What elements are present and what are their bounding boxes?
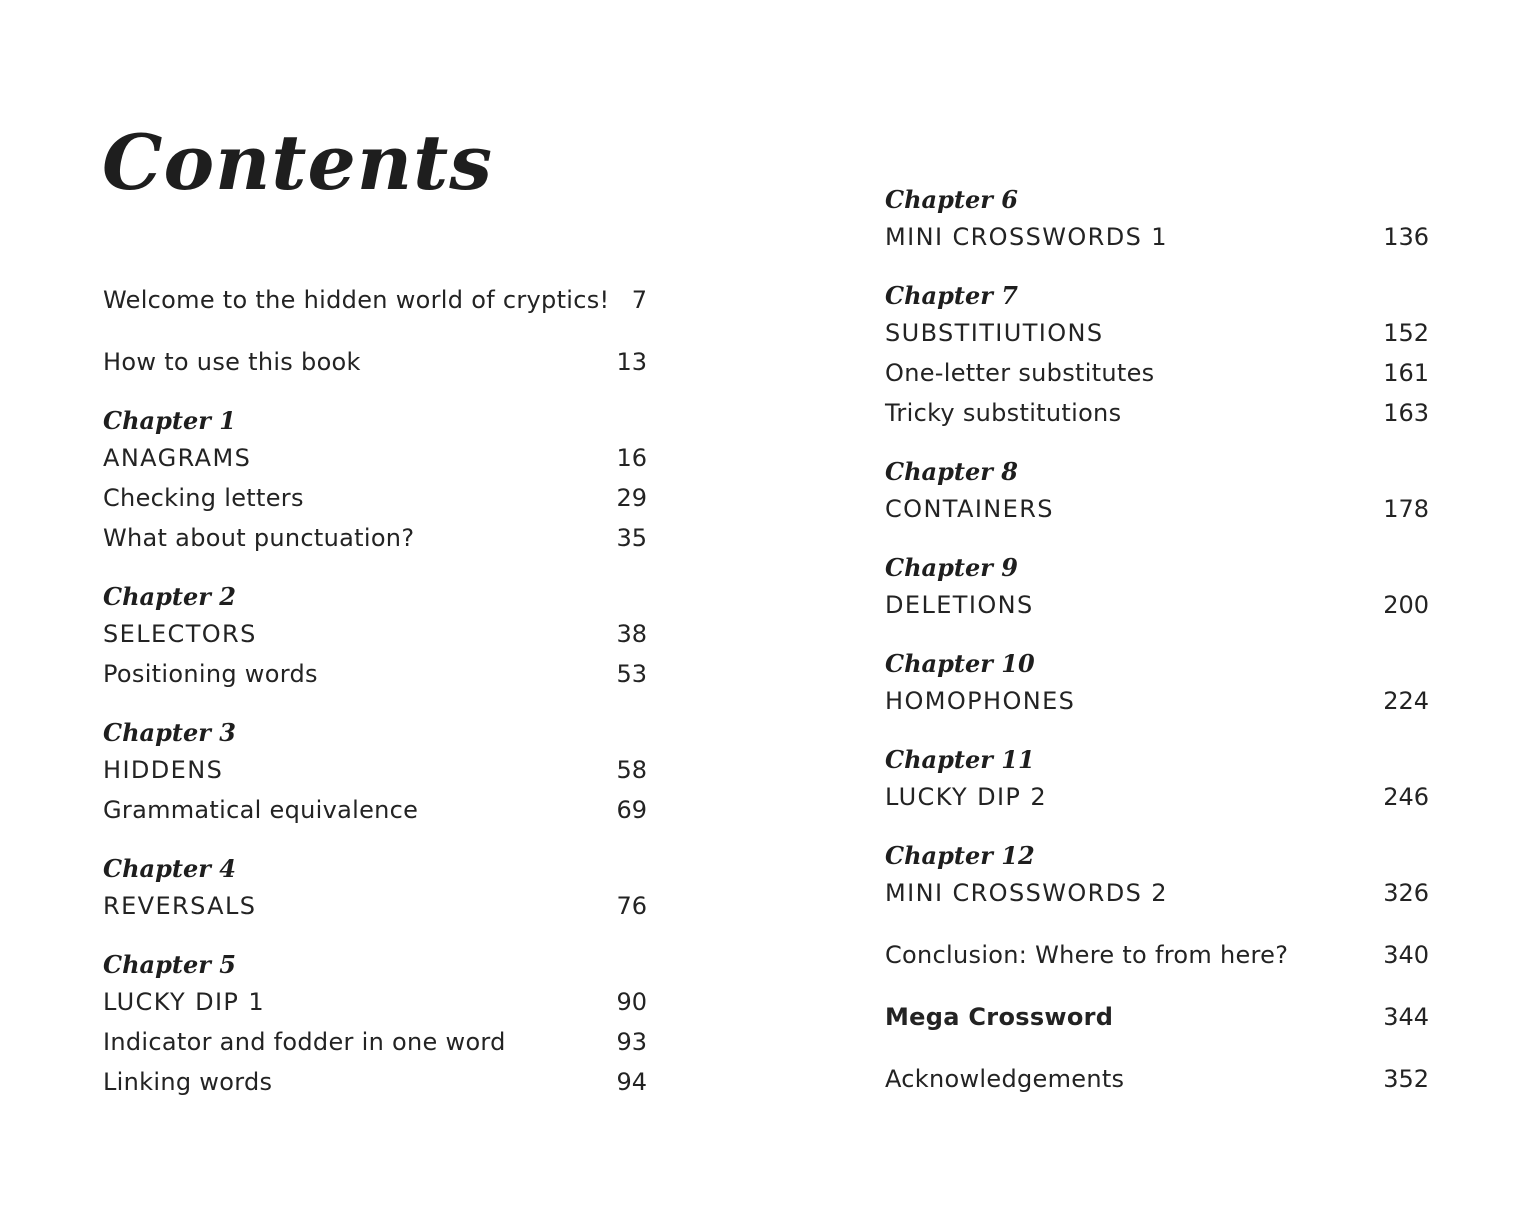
toc-entry-acknowledgements[interactable] [885,1059,1429,1099]
toc-entry-indicator-fodder[interactable] [103,1022,647,1062]
toc-entry-page: 326 [1383,879,1429,907]
toc-entry-page: 161 [1383,359,1429,387]
chapter-heading-2: Chapter 2 [103,582,236,611]
toc-entry-page: 38 [616,620,647,648]
toc-entry-page: 53 [616,660,647,688]
toc-entry-anagrams[interactable] [103,438,647,478]
toc-entry-label: Positioning words [103,660,318,688]
toc-entry-page: 344 [1383,1003,1429,1031]
toc-entry-page: 90 [616,988,647,1016]
toc-entry-label: SUBSTITIUTIONS [885,319,1104,347]
toc-entry-page: 13 [616,348,647,376]
chapter-heading-6: Chapter 6 [885,185,1018,214]
toc-entry-label: One-letter substitutes [885,359,1155,387]
toc-entry-page: 340 [1383,941,1429,969]
toc-entry-label: Linking words [103,1068,273,1096]
toc-entry-label: Grammatical equivalence [103,796,419,824]
toc-entry-label: SELECTORS [103,620,257,648]
toc-entry-one-letter-substitutes[interactable] [885,353,1429,393]
toc-entry-page: 69 [616,796,647,824]
chapter-heading-12: Chapter 12 [885,841,1035,870]
toc-entry-mini-crosswords-2[interactable] [885,873,1429,913]
toc-entry-page: 152 [1383,319,1429,347]
toc-entry-label: HOMOPHONES [885,687,1076,715]
chapter-heading-10: Chapter 10 [885,649,1035,678]
toc-entry-label: CONTAINERS [885,495,1054,523]
toc-entry-label: Mega Crossword [885,1003,1114,1031]
toc-entry-label: Welcome to the hidden world of cryptics! [103,286,610,314]
toc-entry-page: 94 [616,1068,647,1096]
toc-entry-page: 29 [616,484,647,512]
toc-entry-substitutions[interactable] [885,313,1429,353]
chapter-heading-9: Chapter 9 [885,553,1018,582]
toc-entry-linking-words[interactable] [103,1062,647,1102]
toc-entry-page: 16 [616,444,647,472]
toc-entry-grammatical-equivalence[interactable] [103,790,647,830]
chapter-heading-3: Chapter 3 [103,718,236,747]
toc-entry-reversals[interactable] [103,886,647,926]
toc-entry-page: 93 [616,1028,647,1056]
toc-entry-checking-letters[interactable] [103,478,647,518]
toc-entry-label: Acknowledgements [885,1065,1125,1093]
chapter-heading-7: Chapter 7 [885,281,1018,310]
toc-entry-label: REVERSALS [103,892,257,920]
toc-entry-label: HIDDENS [103,756,224,784]
chapter-heading-5: Chapter 5 [103,950,236,979]
toc-entry-selectors[interactable] [103,614,647,654]
chapter-heading-1: Chapter 1 [103,406,236,435]
chapter-heading-8: Chapter 8 [885,457,1018,486]
toc-entry-label: Tricky substitutions [885,399,1122,427]
toc-entry-label: Checking letters [103,484,304,512]
toc-entry-label: Conclusion: Where to from here? [885,941,1289,969]
toc-entry-page: 136 [1383,223,1429,251]
toc-entry-label: MINI CROSSWORDS 1 [885,223,1168,251]
toc-entry-label: DELETIONS [885,591,1034,619]
chapter-heading-11: Chapter 11 [885,745,1035,774]
toc-entry-label: Indicator and fodder in one word [103,1028,506,1056]
toc-entry-conclusion[interactable] [885,935,1429,975]
toc-entry-tricky-substitutions[interactable] [885,393,1429,433]
toc-entry-punctuation[interactable] [103,518,647,558]
toc-entry-lucky-dip-2[interactable] [885,777,1429,817]
toc-entry-label: LUCKY DIP 1 [103,988,266,1016]
toc-entry-page: 246 [1383,783,1429,811]
toc-entry-page: 35 [616,524,647,552]
toc-entry-label: ANAGRAMS [103,444,252,472]
toc-entry-page: 76 [616,892,647,920]
toc-right-column [885,183,1429,1099]
chapter-heading-4: Chapter 4 [103,854,236,883]
toc-entry-label: What about punctuation? [103,524,415,552]
toc-entry-page: 163 [1383,399,1429,427]
toc-entry-page: 178 [1383,495,1429,523]
toc-entry-mini-crosswords-1[interactable] [885,217,1429,257]
toc-entry-homophones[interactable] [885,681,1429,721]
toc-entry-containers[interactable] [885,489,1429,529]
toc-entry-mega-crossword[interactable] [885,997,1429,1037]
page-title: Contents [102,118,494,207]
toc-entry-deletions[interactable] [885,585,1429,625]
toc-entry-positioning-words[interactable] [103,654,647,694]
toc-entry-how-to-use[interactable] [103,342,647,382]
toc-entry-page: 224 [1383,687,1429,715]
toc-entry-hiddens[interactable] [103,750,647,790]
toc-entry-lucky-dip-1[interactable] [103,982,647,1022]
toc-entry-label: MINI CROSSWORDS 2 [885,879,1168,907]
toc-left-column [103,280,647,1102]
toc-entry-page: 200 [1383,591,1429,619]
toc-entry-label: How to use this book [103,348,361,376]
toc-entry-label: LUCKY DIP 2 [885,783,1048,811]
toc-entry-page: 7 [631,286,647,314]
toc-entry-page: 58 [616,756,647,784]
toc-entry-page: 352 [1383,1065,1429,1093]
toc-entry-welcome[interactable] [103,280,647,320]
